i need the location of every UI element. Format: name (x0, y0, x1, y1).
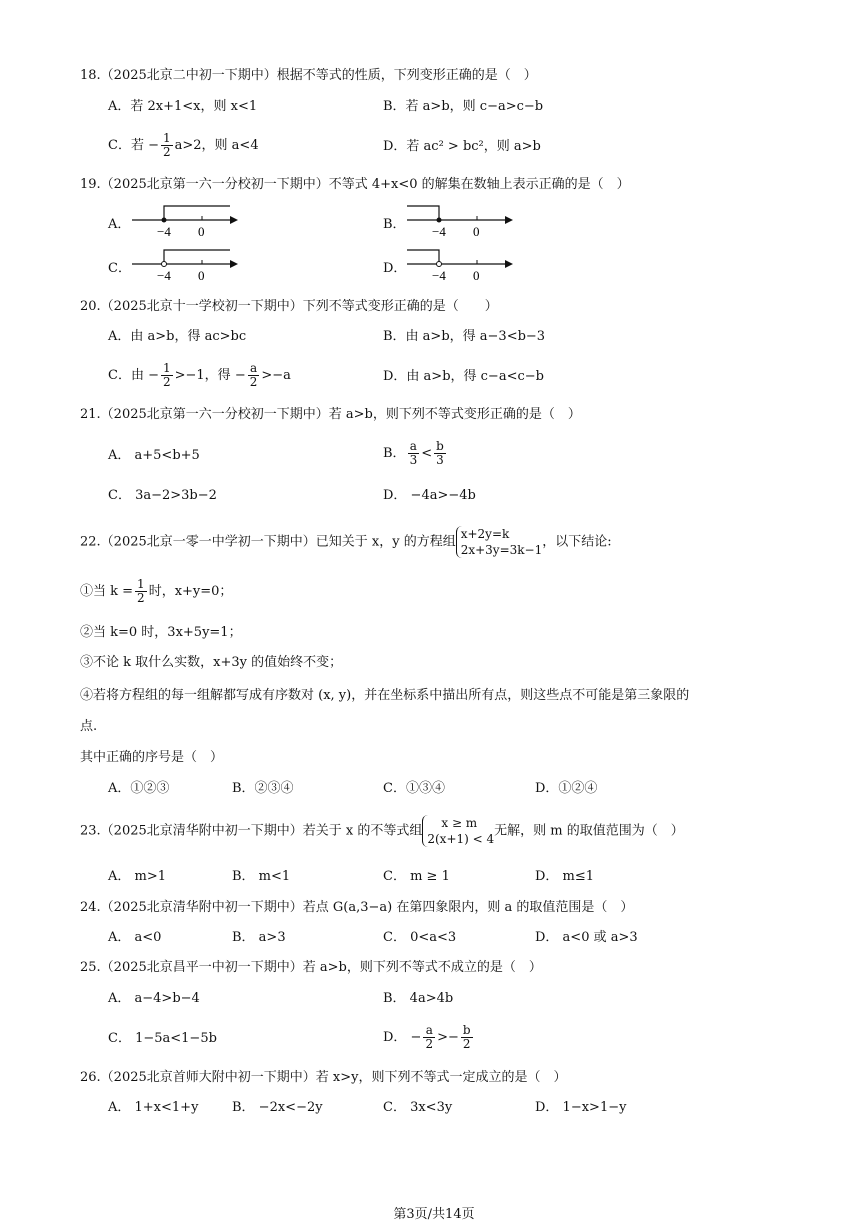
q21-option-d: D． −4a>−4b (383, 488, 476, 503)
q22-statement-2: ②当 k=0 时，3x+5y=1； (80, 625, 242, 640)
page-footer: 第3页/共14页 (393, 1207, 475, 1222)
q19-option-c-label: C． (108, 261, 131, 276)
q21-b-fraction-1 (408, 440, 420, 467)
q22-stem-suffix: ，以下结论: (542, 534, 612, 550)
fraction-denominator: 2 (425, 1037, 434, 1051)
tick-label-0: 0 (473, 224, 480, 239)
q22-option-d: D．①②④ (535, 781, 598, 796)
tick-label-0: 0 (198, 268, 205, 283)
tick-label-0: 0 (198, 224, 205, 239)
q23-stem (80, 815, 684, 847)
q21-option-c: C． 3a−2>3b−2 (108, 488, 217, 503)
q19-number-line-c (130, 246, 245, 284)
q21-b-fraction-2 (434, 440, 446, 467)
q23-option-b: B． m<1 (232, 869, 291, 884)
fraction-denominator: 2 (162, 145, 171, 159)
fraction-denominator: 3 (436, 453, 444, 467)
q20-c-prefix: C．由 − (108, 368, 159, 383)
q19-number-line-d (405, 246, 520, 284)
q25-option-d (383, 1024, 475, 1051)
q22-statement-3: ③不论 k 取什么实数，x+3y 的值始终不变； (80, 655, 343, 670)
fraction-denominator: 2 (162, 375, 171, 389)
q22-s1-fraction (135, 578, 147, 605)
q20-stem: 20.（2025北京十一学校初一下期中）下列不等式变形正确的是（ ） (80, 299, 498, 314)
q19-option-b-label: B． (383, 217, 406, 232)
q23-stem-suffix: 无解，则 m 的取值范围为（ ） (494, 823, 684, 839)
tick-label-neg4: −4 (157, 224, 171, 239)
q21-b-prefix: B． (383, 446, 406, 461)
q18-option-d: D．若 ac² > bc²，则 a>b (383, 139, 541, 154)
q23-option-c: C． m ≥ 1 (383, 869, 450, 884)
q20-option-d: D．由 a>b，得 c−a<c−b (383, 369, 544, 384)
fraction-numerator: b (436, 439, 444, 453)
q24-option-b: B． a>3 (232, 930, 286, 945)
q22-equation-system (456, 526, 543, 558)
q22-statement-4: ④若将方程组的每一组解都写成有序数对 (x, y)，并在坐标系中描出所有点，则这些点不可能是第三象限的 (80, 688, 690, 703)
fraction-numerator: 1 (137, 577, 145, 591)
q25-d-prefix: D． − (383, 1030, 422, 1045)
q24-option-c: C． 0<a<3 (383, 930, 457, 945)
fraction-numerator: 1 (162, 361, 171, 375)
tick-label-neg4: −4 (157, 268, 171, 283)
q20-c-suffix: >−a (261, 368, 291, 383)
q22-stem (80, 526, 612, 558)
q25-option-b: B． 4a>4b (383, 991, 454, 1006)
q26-option-a: A． 1+x<1+y (108, 1100, 199, 1115)
q18-c-prefix: C．若 − (108, 138, 159, 153)
q21-stem: 21.（2025北京第一六一分校初一下期中）若 a>b，则下列不等式变形正确的是（ ） (80, 407, 581, 422)
q18-c-suffix: a>2，则 a<4 (174, 138, 259, 153)
q23-inequality-system (422, 815, 494, 847)
q25-d-fraction-2 (461, 1024, 473, 1051)
q20-c-fraction-1 (161, 362, 173, 389)
q22-equation-1: x+2y=k (460, 527, 510, 541)
q25-stem: 25.（2025北京昌平一中初一下期中）若 a>b，则下列不等式不成立的是（ ） (80, 960, 542, 975)
q22-ask: 其中正确的序号是（ ） (80, 750, 224, 765)
q25-d-fraction-1 (423, 1024, 435, 1051)
q19-stem: 19.（2025北京第一六一分校初一下期中）不等式 4+x<0 的解集在数轴上表示正确的是（ ） (80, 177, 630, 192)
q21-option-a: A． a+5<b+5 (108, 448, 200, 463)
fraction-numerator: b (462, 1023, 471, 1037)
q23-option-a: A． m>1 (108, 869, 167, 884)
q21-option-b (383, 440, 448, 467)
q22-option-c: C．①③④ (383, 781, 445, 796)
q20-option-c (108, 362, 291, 389)
q22-s1-suffix: 时，x+y=0； (148, 584, 233, 599)
q18-option-b: B．若 a>b，则 c−a>c−b (383, 99, 544, 114)
q22-option-b: B．②③④ (232, 781, 294, 796)
q22-statement-4-cont: 点. (80, 719, 98, 734)
q25-option-c: C． 1−5a<1−5b (108, 1031, 217, 1046)
q18-option-a: A．若 2x+1<x，则 x<1 (108, 99, 258, 114)
q23-inequality-2: 2(x+1) < 4 (427, 832, 495, 846)
q18-c-fraction (161, 132, 173, 159)
q19-option-d-label: D． (383, 261, 407, 276)
q23-option-d: D． m≤1 (535, 869, 595, 884)
q20-c-fraction-2 (248, 362, 260, 389)
fraction-denominator: 3 (409, 453, 418, 467)
q22-statement-1 (80, 578, 232, 605)
q21-b-middle: < (421, 446, 433, 461)
fraction-denominator: 2 (249, 375, 258, 389)
tick-label-neg4: −4 (432, 224, 446, 239)
q22-option-a: A．①②③ (108, 781, 170, 796)
fraction-numerator: a (408, 440, 420, 454)
q24-option-d: D． a<0 或 a>3 (535, 930, 638, 945)
fraction-numerator: 1 (162, 131, 171, 145)
q23-stem-prefix: 23.（2025北京清华附中初一下期中）若关于 x 的不等式组 (80, 823, 423, 839)
q20-option-b: B．由 a>b，得 a−3<b−3 (383, 329, 546, 344)
fraction-numerator: a (248, 362, 260, 376)
q22-s1-prefix: ①当 k = (80, 584, 134, 599)
q24-option-a: A． a<0 (108, 930, 162, 945)
tick-label-neg4: −4 (432, 268, 446, 283)
q25-d-middle: >− (437, 1030, 459, 1045)
q26-option-c: C． 3x<3y (383, 1100, 453, 1115)
q26-option-b: B． −2x<−2y (232, 1100, 323, 1115)
q24-stem: 24.（2025北京清华附中初一下期中）若点 G(a,3−a) 在第四象限内，则 a 的取值范围是（ ） (80, 900, 634, 915)
q22-stem-prefix: 22.（2025北京一零一中学初一下期中）已知关于 x，y 的方程组 (80, 534, 456, 550)
q25-option-a: A． a−4>b−4 (108, 991, 200, 1006)
q18-option-c (108, 132, 259, 159)
q26-stem: 26.（2025北京首师大附中初一下期中）若 x>y，则下列不等式一定成立的是（ ） (80, 1070, 567, 1085)
q22-equation-2: 2x+3y=3k−1 (460, 543, 543, 557)
q18-stem: 18.（2025北京二中初一下期中）根据不等式的性质，下列变形正确的是（ ） (80, 68, 537, 83)
fraction-numerator: a (423, 1024, 435, 1038)
q26-option-d: D． 1−x>1−y (535, 1100, 627, 1115)
fraction-denominator: 2 (137, 591, 145, 605)
q19-number-line-a (130, 202, 245, 240)
fraction-denominator: 2 (462, 1037, 471, 1051)
q23-inequality-1: x ≥ m (441, 816, 478, 830)
q20-option-a: A．由 a>b，得 ac>bc (108, 329, 247, 344)
q19-number-line-b (405, 202, 520, 240)
tick-label-0: 0 (473, 268, 480, 283)
q20-c-middle: >−1，得 − (174, 368, 246, 383)
q19-option-a-label: A． (108, 217, 131, 232)
